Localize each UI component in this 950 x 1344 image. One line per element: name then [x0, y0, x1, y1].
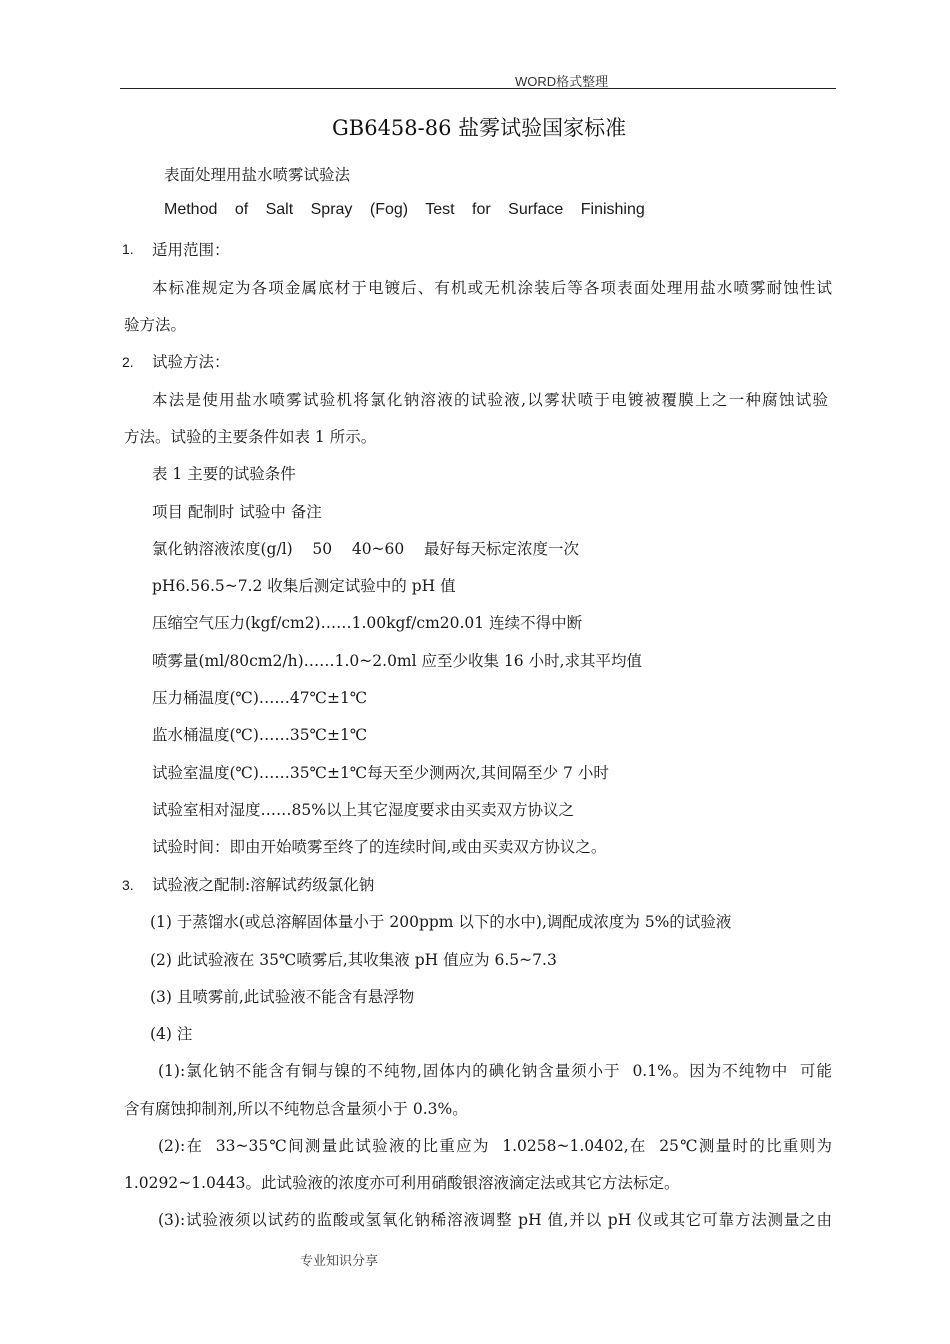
table-row: 试验时间：即由开始喷雾至终了的连续时间,或由买卖双方协议之。: [152, 838, 607, 856]
header-rule: [120, 88, 836, 89]
table-row: 压缩空气压力(kgf/cm2)……1.00kgf/cm20.01 连续不得中断: [152, 614, 583, 632]
table-header-row: 项目 配制时 试验中 备注: [152, 503, 322, 521]
note-2-line-1: (2):在 33~35℃间测量此试验液的比重应为 1.0258~1.0402,在 25℃测量时的比重则为: [158, 1137, 832, 1155]
table-caption: 表 1 主要的试验条件: [152, 465, 296, 483]
note-1-line-2: 含有腐蚀抑制剂,所以不纯物总含量须小于 0.3%。: [124, 1100, 468, 1118]
list-item: (2) 此试验液在 35℃喷雾后,其收集液 pH 值应为 6.5~7.3: [150, 951, 557, 969]
section-3-heading: 试验液之配制:溶解试药级氯化钠: [152, 876, 375, 894]
section-1-para-line-1: 本标准规定为各项金属底材于电镀后、有机或无机涂装后等各项表面处理用盐水喷雾耐蚀性试: [152, 279, 832, 297]
note-2-line-2: 1.0292~1.0443。此试验液的浓度亦可利用硝酸银溶液滴定法或其它方法标定。: [124, 1174, 680, 1192]
table-row: pH6.56.5~7.2 收集后测定试验中的 pH 值: [152, 577, 456, 595]
document-title: GB6458-86 盐雾试验国家标准: [332, 116, 627, 140]
table-row: 喷雾量(ml/80cm2/h)……1.0~2.0ml 应至少收集 16 小时,求其平均值: [152, 652, 643, 670]
note-3-line-1: (3):试验液须以试药的监酸或氢氧化钠稀溶液调整 pH 值,并以 pH 仪或其它可靠方法测量之由: [158, 1211, 832, 1229]
page-header: WORD格式整理: [515, 74, 609, 89]
table-row: 试验室相对湿度……85%以上其它湿度要求由买卖双方协议之: [152, 801, 574, 819]
section-1-heading: 适用范围：: [152, 241, 230, 259]
list-item: (1) 于蒸馏水(或总溶解固体量小于 200ppm 以下的水中),调配成浓度为 5%的试验液: [150, 913, 732, 931]
page-footer: 专业知识分享: [300, 1254, 379, 1269]
section-1-number: 1.: [122, 241, 134, 257]
subtitle-chinese: 表面处理用盐水喷雾试验法: [164, 166, 351, 184]
section-2-number: 2.: [122, 354, 134, 370]
list-item: (3) 且喷雾前,此试验液不能含有悬浮物: [150, 988, 415, 1006]
section-2-para-line-1: 本法是使用盐水喷雾试验机将氯化钠溶液的试验液,以雾状喷于电镀被覆膜上之一种腐蚀试验: [152, 391, 828, 409]
table-row: 氯化钠溶液浓度(g/l) 50 40~60 最好每天标定浓度一次: [152, 540, 579, 558]
table-row: 试验室温度(℃)……35℃±1℃每天至少测两次,其间隔至少 7 小时: [152, 764, 609, 782]
section-1-para-line-2: 验方法。: [124, 316, 187, 334]
section-3-number: 3.: [122, 877, 134, 893]
section-2-para-line-2: 方法。试验的主要条件如表 1 所示。: [124, 428, 377, 446]
table-row: 监水桶温度(℃)……35℃±1℃: [152, 726, 368, 744]
subtitle-english: Method of Salt Spray (Fog) Test for Surface Finishing: [164, 201, 645, 218]
list-item: (4) 注: [150, 1025, 193, 1043]
section-2-heading: 试验方法：: [152, 353, 230, 371]
note-1-line-1: (1):氯化钠不能含有铜与镍的不纯物,固体内的碘化钠含量须小于 0.1%。因为不纯物中 可能: [158, 1062, 832, 1080]
table-row: 压力桶温度(℃)……47℃±1℃: [152, 689, 368, 707]
